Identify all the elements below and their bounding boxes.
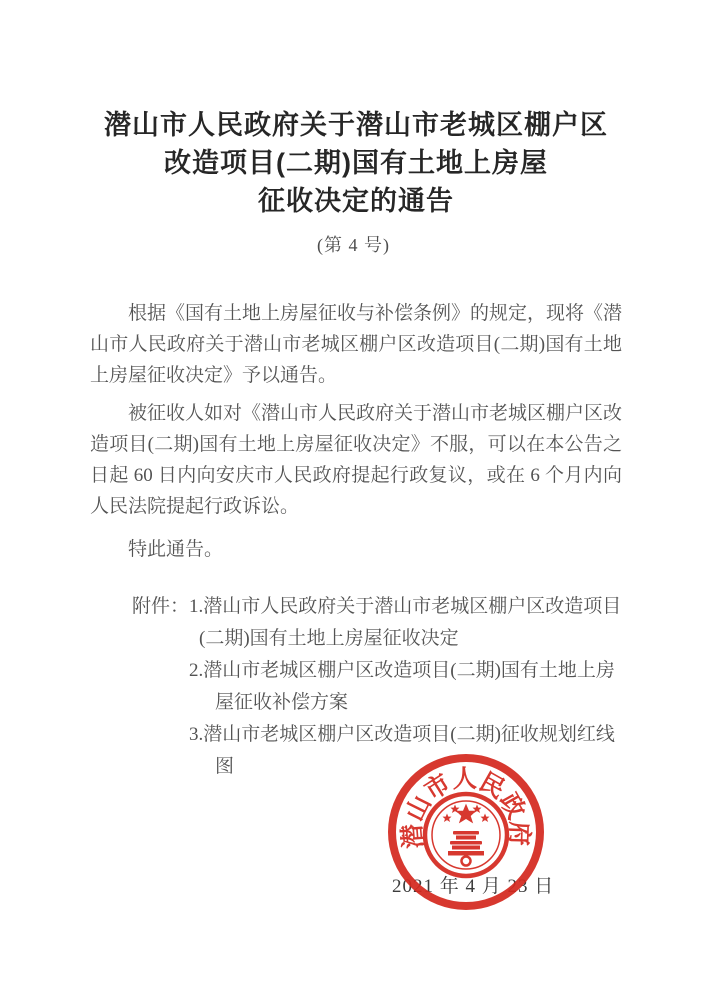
paragraph: 被征收人如对《潜山市人民政府关于潜山市老城区棚户区改造项目(二期)国有土地上房屋征收决定》不服，可以在本公告之日起 60 日内向安庆市人民政府提起行政复议，或在 6 个月内向人民法院提起行政诉讼。 <box>90 403 623 517</box>
document-number: (第 4 号) <box>317 235 390 255</box>
attachment-line: 图 <box>215 756 235 777</box>
attachment-item <box>189 655 647 719</box>
title-line-1: 潜山市人民政府关于潜山市老城区棚户区 <box>104 110 608 140</box>
paragraph: 根据《国有土地上房屋征收与补偿条例》的规定，现将《潜山市人民政府关于潜山市老城区棚户区改造项目(二期)国有土地上房屋征收决定》予以通告。 <box>90 303 623 386</box>
attachment-item <box>189 591 647 655</box>
document-title <box>90 106 622 220</box>
paragraph: 特此通告。 <box>128 539 224 560</box>
government-seal <box>385 751 547 914</box>
document-body <box>90 298 622 565</box>
title-line-2: 改造项目(二期)国有土地上房屋 <box>164 148 548 178</box>
seal-text: 潜山市人民政府 <box>398 764 534 850</box>
attachment-line: 1.潜山市人民政府关于潜山市老城区棚户区改造项目 <box>189 596 622 617</box>
attachment-line: (二期)国有土地上房屋征收决定 <box>199 628 459 649</box>
attachment-line: 屋征收补偿方案 <box>215 692 349 713</box>
attachment-line: 3.潜山市老城区棚户区改造项目(二期)征收规划红线 <box>189 724 615 745</box>
attachments-label: 附件： <box>132 596 190 617</box>
document-date: 2021 年 4 月 23 日 <box>392 876 555 897</box>
national-emblem-icon <box>425 794 507 876</box>
title-line-3: 征收决定的通告 <box>258 186 454 216</box>
attachment-line: 2.潜山市老城区棚户区改造项目(二期)国有土地上房 <box>189 660 615 681</box>
